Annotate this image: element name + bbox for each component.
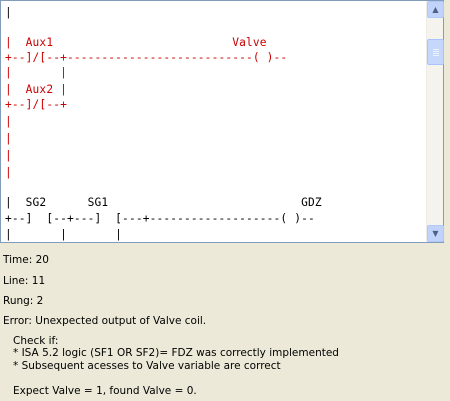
chevron-up-icon: ▲ [432,4,439,14]
ladder-line-13: | SG2 SG1 GDZ [5,196,322,209]
line-readout: Line: 11 [3,275,46,287]
ladder-line-1: | [5,6,12,19]
ladder-line-5: | | [5,66,67,79]
grip-line [433,53,439,54]
ladder-line-15: | | | [5,228,123,241]
ladder-line-3: | Aux1 Valve [5,36,267,49]
hint-line-1: * ISA 5.2 logic (SF1 OR SF2)= FDZ was correctly implemented [13,347,339,359]
scroll-up-button[interactable] [427,1,444,18]
hint-line-2: * Subsequent acesses to Valve variable are correct [13,360,281,372]
chevron-down-icon: ▼ [432,228,439,238]
grip-line [433,49,439,50]
grip-line [433,55,439,56]
ladder-line-8: | [5,115,12,128]
ladder-line-6: | Aux2 | [5,83,67,96]
scroll-down-button[interactable] [427,225,444,242]
scroll-thumb[interactable] [427,39,444,65]
time-readout: Time: 20 [3,254,49,266]
rung-readout: Rung: 2 [3,295,44,307]
error-message: Error: Unexpected output of Valve coil. [3,315,207,327]
vertical-scrollbar[interactable] [426,1,443,242]
expect-message: Expect Valve = 1, found Valve = 0. [13,385,197,397]
ladder-line-9: | [5,132,12,145]
ladder-line-10: | [5,149,12,162]
ladder-line-11: | [5,166,12,179]
ladder-text-view[interactable] [1,1,426,242]
ladder-line-4: +--]/[--+---------------------------( )-- [5,51,288,64]
grip-line [433,51,439,52]
ladder-line-14: +--] [--+---] [---+-------------------( )-- [5,212,315,225]
check-if-heading: Check if: [13,335,59,347]
ladder-line-7: +--]/[--+ [5,98,67,111]
